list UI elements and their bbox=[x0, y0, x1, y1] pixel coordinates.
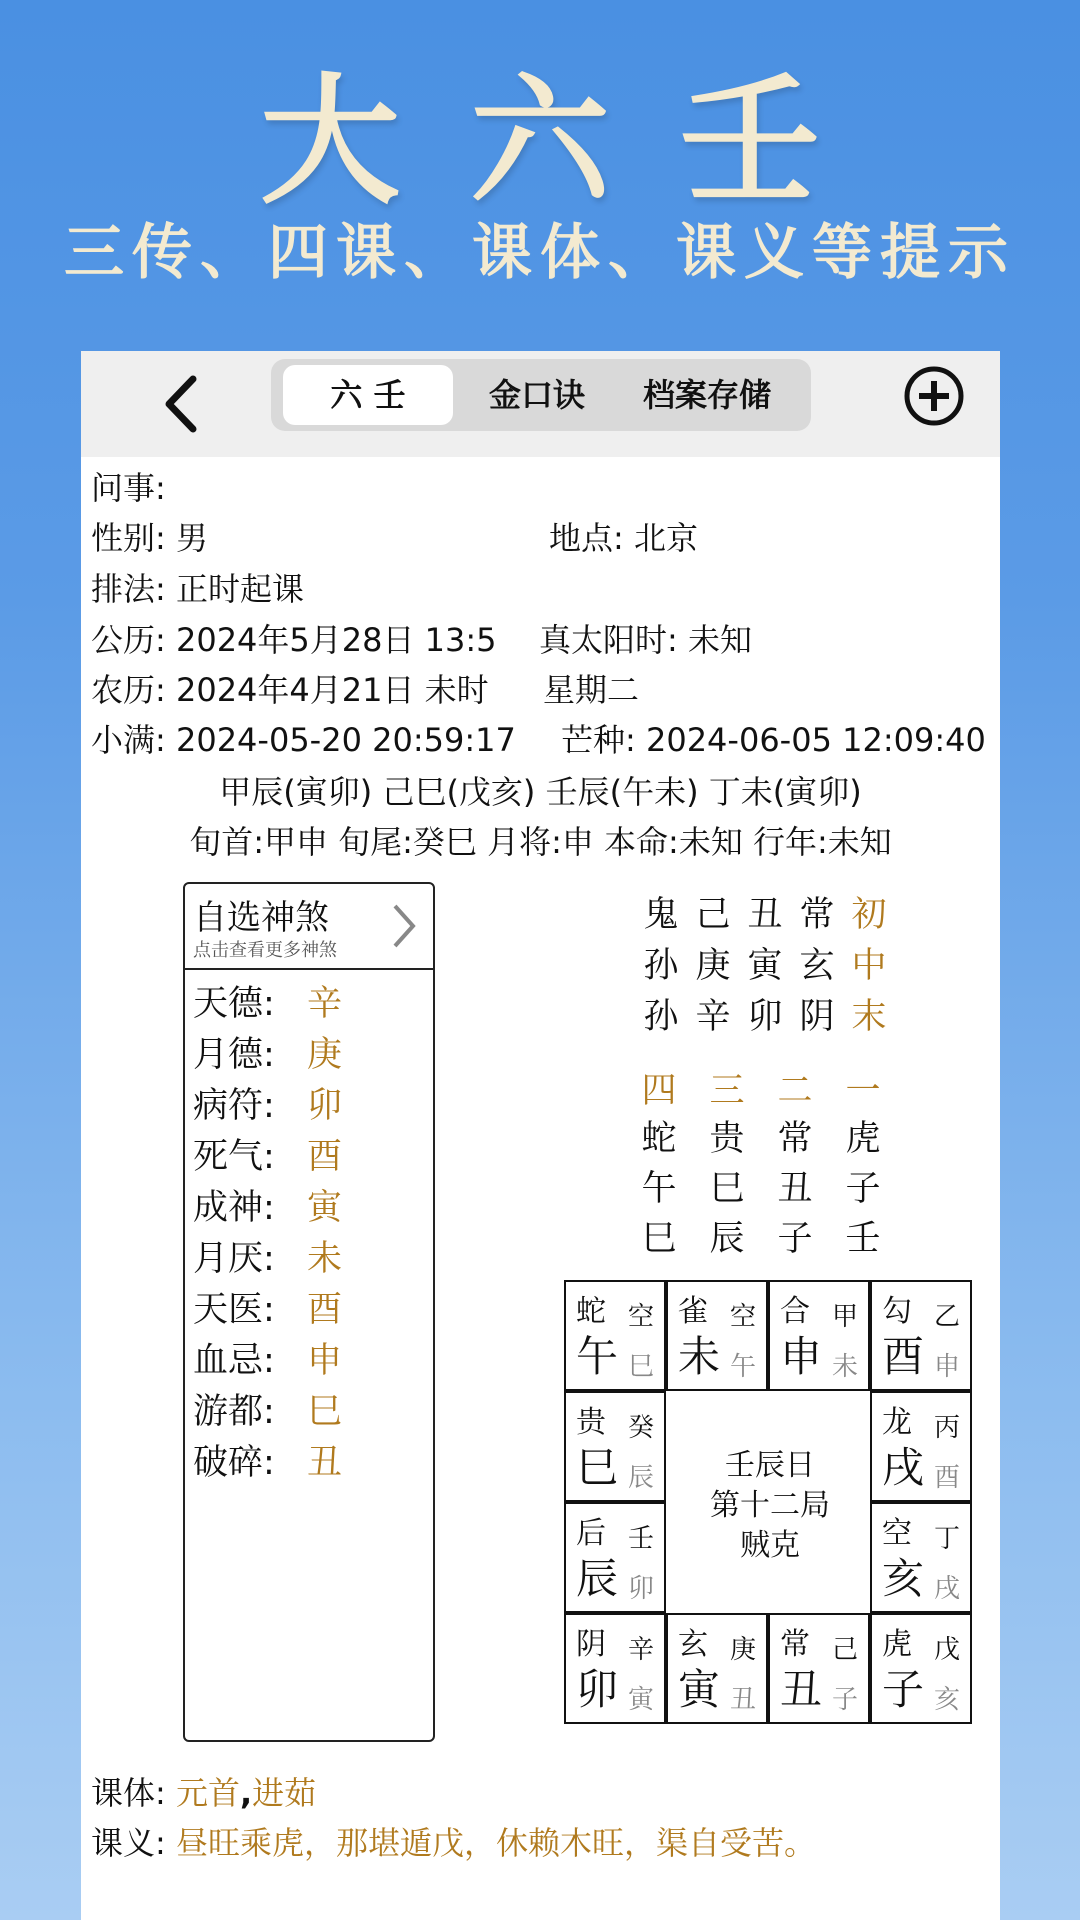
banner-subtitle: 三传、四课、课体、课义等提示 bbox=[64, 218, 1016, 288]
ju-label: 第十二局 bbox=[710, 1488, 830, 1523]
place-label: 地点: bbox=[549, 519, 624, 557]
sike-cell: 丑 bbox=[777, 1169, 813, 1209]
shensha-name: 月厌: bbox=[193, 1239, 275, 1279]
tianpan-center bbox=[667, 1392, 873, 1614]
add-icon[interactable] bbox=[903, 365, 965, 427]
term1-value: 2024-05-20 20:59:17 bbox=[175, 721, 516, 759]
shensha-value: 巳 bbox=[307, 1392, 343, 1432]
tianpan-grid bbox=[565, 1281, 975, 1725]
shensha-name: 死气: bbox=[193, 1137, 275, 1177]
lunar-value: 2024年4月21日 未时 bbox=[175, 671, 489, 709]
cell-god: 玄 bbox=[678, 1627, 708, 1662]
cell-stem: 癸 bbox=[628, 1413, 655, 1443]
cell-sub: 酉 bbox=[934, 1463, 961, 1493]
shensha-item bbox=[193, 1384, 343, 1435]
solar-date-row bbox=[91, 615, 497, 661]
cell-stem: 丙 bbox=[934, 1413, 961, 1443]
method-label: 贼克 bbox=[740, 1528, 800, 1563]
term1-label: 小满: bbox=[91, 721, 166, 759]
cell-god: 勾 bbox=[882, 1294, 912, 1329]
shensha-name: 血忌: bbox=[193, 1341, 275, 1381]
shensha-hint: 点击查看更多神煞 bbox=[193, 940, 337, 961]
sanchuan-cell: 孙 bbox=[643, 946, 679, 986]
shensha-name: 月德: bbox=[193, 1035, 275, 1075]
cell-branch: 子 bbox=[882, 1665, 925, 1714]
four-pillars: 甲辰(寅卯) 己巳(戊亥) 壬辰(午未) 丁未(寅卯) bbox=[219, 773, 862, 811]
tab-archive[interactable]: 档案存储 bbox=[642, 376, 771, 414]
tianpan-cell bbox=[768, 1613, 870, 1724]
shensha-value: 申 bbox=[307, 1341, 343, 1381]
keti-row bbox=[91, 1768, 316, 1814]
shensha-item bbox=[193, 1282, 343, 1333]
shensha-item bbox=[193, 1435, 343, 1486]
sike-cell: 辰 bbox=[709, 1219, 745, 1259]
cell-sub: 亥 bbox=[934, 1685, 961, 1715]
tianpan-cell bbox=[870, 1502, 972, 1613]
cell-god: 虎 bbox=[882, 1627, 912, 1662]
term2-row bbox=[561, 715, 986, 761]
lunar-label: 农历: bbox=[91, 671, 166, 709]
cell-sub: 午 bbox=[730, 1352, 757, 1382]
true-sun-value: 未知 bbox=[687, 621, 752, 659]
app-card bbox=[81, 351, 1000, 1920]
question-row bbox=[91, 463, 166, 509]
sike-header: 四 bbox=[641, 1071, 677, 1111]
sike-cell: 巳 bbox=[709, 1169, 745, 1209]
cell-sub: 子 bbox=[832, 1685, 859, 1715]
cell-god: 蛇 bbox=[576, 1294, 606, 1329]
cell-branch: 辰 bbox=[576, 1554, 619, 1603]
keyi-value: 昼旺乘虎，那堪遁戊，休赖木旺，渠自受苦。 bbox=[175, 1824, 816, 1862]
cell-sub: 申 bbox=[934, 1352, 961, 1382]
cell-god: 常 bbox=[780, 1627, 810, 1662]
cell-branch: 午 bbox=[576, 1332, 619, 1381]
shensha-item bbox=[193, 976, 343, 1027]
keyi-label: 课义: bbox=[91, 1824, 166, 1862]
tianpan-cell bbox=[666, 1613, 768, 1724]
shensha-value: 酉 bbox=[307, 1137, 343, 1177]
cell-sub: 寅 bbox=[628, 1685, 655, 1715]
tianpan-cell bbox=[564, 1280, 666, 1391]
tianpan-cell bbox=[564, 1502, 666, 1613]
sanchuan-cell: 寅 bbox=[747, 946, 783, 986]
method-label: 排法: bbox=[91, 570, 166, 608]
sanchuan-tag: 末 bbox=[851, 997, 887, 1037]
cell-god: 贵 bbox=[576, 1405, 606, 1440]
back-arrow-icon[interactable] bbox=[151, 369, 211, 439]
cell-god: 空 bbox=[882, 1516, 912, 1551]
solar-label: 公历: bbox=[91, 621, 166, 659]
gender-value: 男 bbox=[175, 519, 208, 557]
sike-cell: 贵 bbox=[709, 1119, 745, 1159]
tianpan-cell bbox=[768, 1280, 870, 1391]
shensha-item bbox=[193, 1231, 343, 1282]
sike-cell: 巳 bbox=[641, 1219, 677, 1259]
cell-stem: 壬 bbox=[628, 1524, 655, 1554]
sanchuan-tag: 中 bbox=[851, 946, 887, 986]
shensha-name: 病符: bbox=[193, 1086, 275, 1126]
keyi-row bbox=[91, 1818, 816, 1864]
shensha-name: 成神: bbox=[193, 1188, 275, 1228]
gender-row bbox=[91, 513, 208, 559]
cell-god: 阴 bbox=[576, 1627, 606, 1662]
keti-label: 课体: bbox=[91, 1774, 166, 1812]
tab-liuren[interactable]: 六 壬 bbox=[283, 365, 453, 425]
cell-branch: 亥 bbox=[882, 1554, 925, 1603]
true-sun-row bbox=[539, 615, 752, 661]
cell-sub: 未 bbox=[832, 1352, 859, 1382]
keti-value1: 元首 bbox=[175, 1774, 240, 1812]
chevron-right-icon bbox=[389, 902, 419, 950]
cell-stem: 甲 bbox=[832, 1302, 859, 1332]
cell-stem: 空 bbox=[628, 1302, 655, 1332]
cell-sub: 卯 bbox=[628, 1574, 655, 1604]
tianpan-cell bbox=[564, 1391, 666, 1502]
shensha-item bbox=[193, 1333, 343, 1384]
sike-header: 二 bbox=[777, 1071, 813, 1111]
xun-line: 旬首:甲申 旬尾:癸巳 月将:申 本命:未知 行年:未知 bbox=[189, 823, 892, 861]
lunar-date-row bbox=[91, 665, 489, 711]
shensha-value: 辛 bbox=[307, 984, 343, 1024]
cell-stem: 庚 bbox=[730, 1635, 757, 1665]
solar-value: 2024年5月28日 13:5 bbox=[175, 621, 497, 659]
cell-sub: 戌 bbox=[934, 1574, 961, 1604]
sanchuan-cell: 玄 bbox=[799, 946, 835, 986]
sanchuan-cell: 鬼 bbox=[643, 895, 679, 935]
sanchuan-tag: 初 bbox=[851, 895, 887, 935]
shensha-value: 未 bbox=[307, 1239, 343, 1279]
day-label: 壬辰日 bbox=[725, 1448, 815, 1483]
sanchuan-cell: 丑 bbox=[747, 895, 783, 935]
tianpan-cell bbox=[870, 1391, 972, 1502]
cell-stem: 空 bbox=[730, 1302, 757, 1332]
question-label: 问事: bbox=[91, 469, 166, 507]
sike-cell: 蛇 bbox=[641, 1119, 677, 1159]
true-sun-label: 真太阳时: bbox=[539, 621, 678, 659]
place-row bbox=[549, 513, 698, 559]
tab-jinkoujue[interactable]: 金口诀 bbox=[488, 376, 585, 414]
shensha-item bbox=[193, 1180, 343, 1231]
sike-header: 三 bbox=[709, 1071, 745, 1111]
navbar bbox=[81, 351, 1000, 457]
cell-branch: 巳 bbox=[576, 1443, 619, 1492]
sanchuan-cell: 己 bbox=[695, 895, 731, 935]
sanchuan-cell: 辛 bbox=[695, 997, 731, 1037]
sanchuan-cell: 庚 bbox=[695, 946, 731, 986]
shensha-title: 自选神煞 bbox=[193, 898, 329, 938]
gender-label: 性别: bbox=[91, 519, 166, 557]
cell-god: 合 bbox=[780, 1294, 810, 1329]
sike-cell: 子 bbox=[845, 1169, 881, 1209]
shensha-value: 寅 bbox=[307, 1188, 343, 1228]
sike-cell: 常 bbox=[777, 1119, 813, 1159]
cell-stem: 乙 bbox=[934, 1302, 961, 1332]
shensha-name: 天德: bbox=[193, 984, 275, 1024]
shensha-name: 游都: bbox=[193, 1392, 275, 1432]
cell-sub: 丑 bbox=[730, 1685, 757, 1715]
segmented-tabs bbox=[271, 359, 811, 431]
weekday: 星期二 bbox=[543, 671, 640, 709]
shensha-header[interactable] bbox=[185, 884, 433, 970]
cell-god: 雀 bbox=[678, 1294, 708, 1329]
place-value: 北京 bbox=[633, 519, 698, 557]
shensha-value: 庚 bbox=[307, 1035, 343, 1075]
sike-cell: 午 bbox=[641, 1169, 677, 1209]
tianpan-cell bbox=[666, 1280, 768, 1391]
shensha-panel bbox=[183, 882, 435, 1742]
shensha-item bbox=[193, 1027, 343, 1078]
shensha-name: 破碎: bbox=[193, 1443, 275, 1483]
method-row bbox=[91, 564, 304, 610]
sanchuan-cell: 卯 bbox=[747, 997, 783, 1037]
cell-god: 龙 bbox=[882, 1405, 912, 1440]
tianpan-cell bbox=[870, 1613, 972, 1724]
sike-cell: 子 bbox=[777, 1219, 813, 1259]
term2-value: 2024-06-05 12:09:40 bbox=[645, 721, 986, 759]
term1-row bbox=[91, 715, 516, 761]
shensha-value: 酉 bbox=[307, 1290, 343, 1330]
cell-branch: 寅 bbox=[678, 1665, 721, 1714]
shensha-name: 天医: bbox=[193, 1290, 275, 1330]
shensha-value: 卯 bbox=[307, 1086, 343, 1126]
cell-branch: 卯 bbox=[576, 1665, 619, 1714]
sike-cell: 虎 bbox=[845, 1119, 881, 1159]
shensha-item bbox=[193, 1078, 343, 1129]
keti-sep: , bbox=[239, 1774, 253, 1812]
term2-label: 芒种: bbox=[561, 721, 636, 759]
sike-header: 一 bbox=[845, 1071, 881, 1111]
cell-branch: 申 bbox=[780, 1332, 823, 1381]
cell-branch: 戌 bbox=[882, 1443, 925, 1492]
cell-stem: 丁 bbox=[934, 1524, 961, 1554]
sike-cell: 壬 bbox=[845, 1219, 881, 1259]
shensha-value: 丑 bbox=[307, 1443, 343, 1483]
banner-title: 大六壬 bbox=[259, 60, 890, 224]
cell-sub: 辰 bbox=[628, 1463, 655, 1493]
shensha-item bbox=[193, 1129, 343, 1180]
tianpan-cell bbox=[564, 1613, 666, 1724]
sanchuan-cell: 阴 bbox=[799, 997, 835, 1037]
tianpan-cell bbox=[870, 1280, 972, 1391]
keti-value2: 进茹 bbox=[252, 1774, 317, 1812]
sanchuan-cell: 孙 bbox=[643, 997, 679, 1037]
sanchuan-cell: 常 bbox=[799, 895, 835, 935]
cell-branch: 酉 bbox=[882, 1332, 925, 1381]
cell-sub: 巳 bbox=[628, 1352, 655, 1382]
cell-god: 后 bbox=[576, 1516, 606, 1551]
method-value: 正时起课 bbox=[175, 570, 304, 608]
cell-stem: 戊 bbox=[934, 1635, 961, 1665]
cell-stem: 己 bbox=[832, 1635, 859, 1665]
cell-stem: 辛 bbox=[628, 1635, 655, 1665]
cell-branch: 丑 bbox=[780, 1665, 823, 1714]
cell-branch: 未 bbox=[678, 1332, 721, 1381]
